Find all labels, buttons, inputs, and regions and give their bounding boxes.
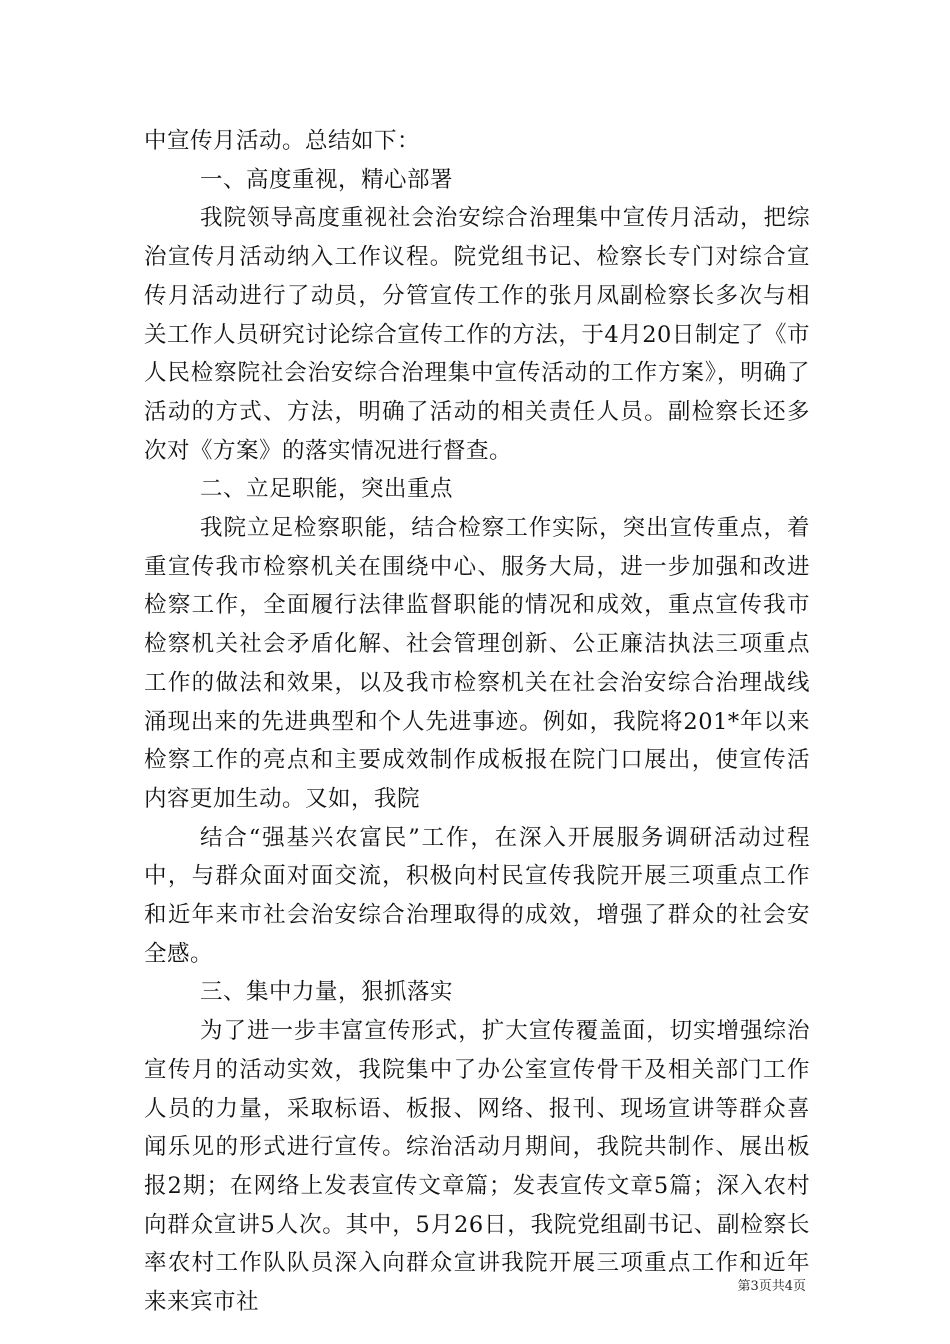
section-heading-1: 一、高度重视，精心部署 [200, 166, 454, 193]
paragraph-section-2-continued: 结合“强基兴农富民”工作，在深入开展服务调研活动过程中，与群众面对面交流，积极向村民宣传我院开展三项重点工作和近年来市社会治安综合治理取得的成效，增强了群众的社会安全感。 [144, 824, 810, 967]
paragraph-section-3: 为了进一步丰富宣传形式，扩大宣传覆盖面，切实增强综治宣传月的活动实效，我院集中了办公室宣传骨干及相关部门工作人员的力量，采取标语、板报、网络、报刊、现场宣讲等群众喜闻乐见的形式进行宣传。综治活动月期间，我院共制作、展出板报2期；在网络上发表宣传文章篇；发表宣传文章5篇；深入农村向群众宣讲5人次。其中，5月26日，我院党组副书记、副检察长率农村工作队队员深入向群众宣讲我院开展三项重点工作和近年来来宾市社 [144, 1018, 810, 1316]
page-number-footer: 第3页共4页 [737, 1279, 806, 1294]
paragraph-section-1: 我院领导高度重视社会治安综合治理集中宣传月活动，把综治宣传月活动纳入工作议程。院党组书记、检察长专门对综合宣传月活动进行了动员，分管宣传工作的张月凤副检察长多次与相关工作人员研究讨论综合宣传工作的方法，于4月20日制定了《市人民检察院社会治安综合治理集中宣传活动的工作方案》，明确了活动的方式、方法，明确了活动的相关责任人员。副检察长还多次对《方案》的落实情况进行督查。 [144, 205, 810, 464]
paragraph-section-2: 我院立足检察职能，结合检察工作实际，突出宣传重点，着重宣传我市检察机关在围绕中心、服务大局，进一步加强和改进检察工作，全面履行法律监督职能的情况和成效，重点宣传我市检察机关社会矛盾化解、社会管理创新、公正廉洁执法三项重点工作的做法和效果，以及我市检察机关在社会治安综合治理战线涌现出来的先进典型和个人先进事迹。例如，我院将201*年以来检察工作的亮点和主要成效制作成板报在院门口展出，使宣传活内容更加生动。又如，我院 [144, 515, 810, 812]
section-heading-3: 三、集中力量，狠抓落实 [200, 979, 454, 1006]
paragraph-intro: 中宣传月活动。总结如下： [144, 128, 421, 154]
document-body [144, 122, 810, 1322]
section-heading-2: 二、立足职能，突出重点 [200, 476, 454, 503]
